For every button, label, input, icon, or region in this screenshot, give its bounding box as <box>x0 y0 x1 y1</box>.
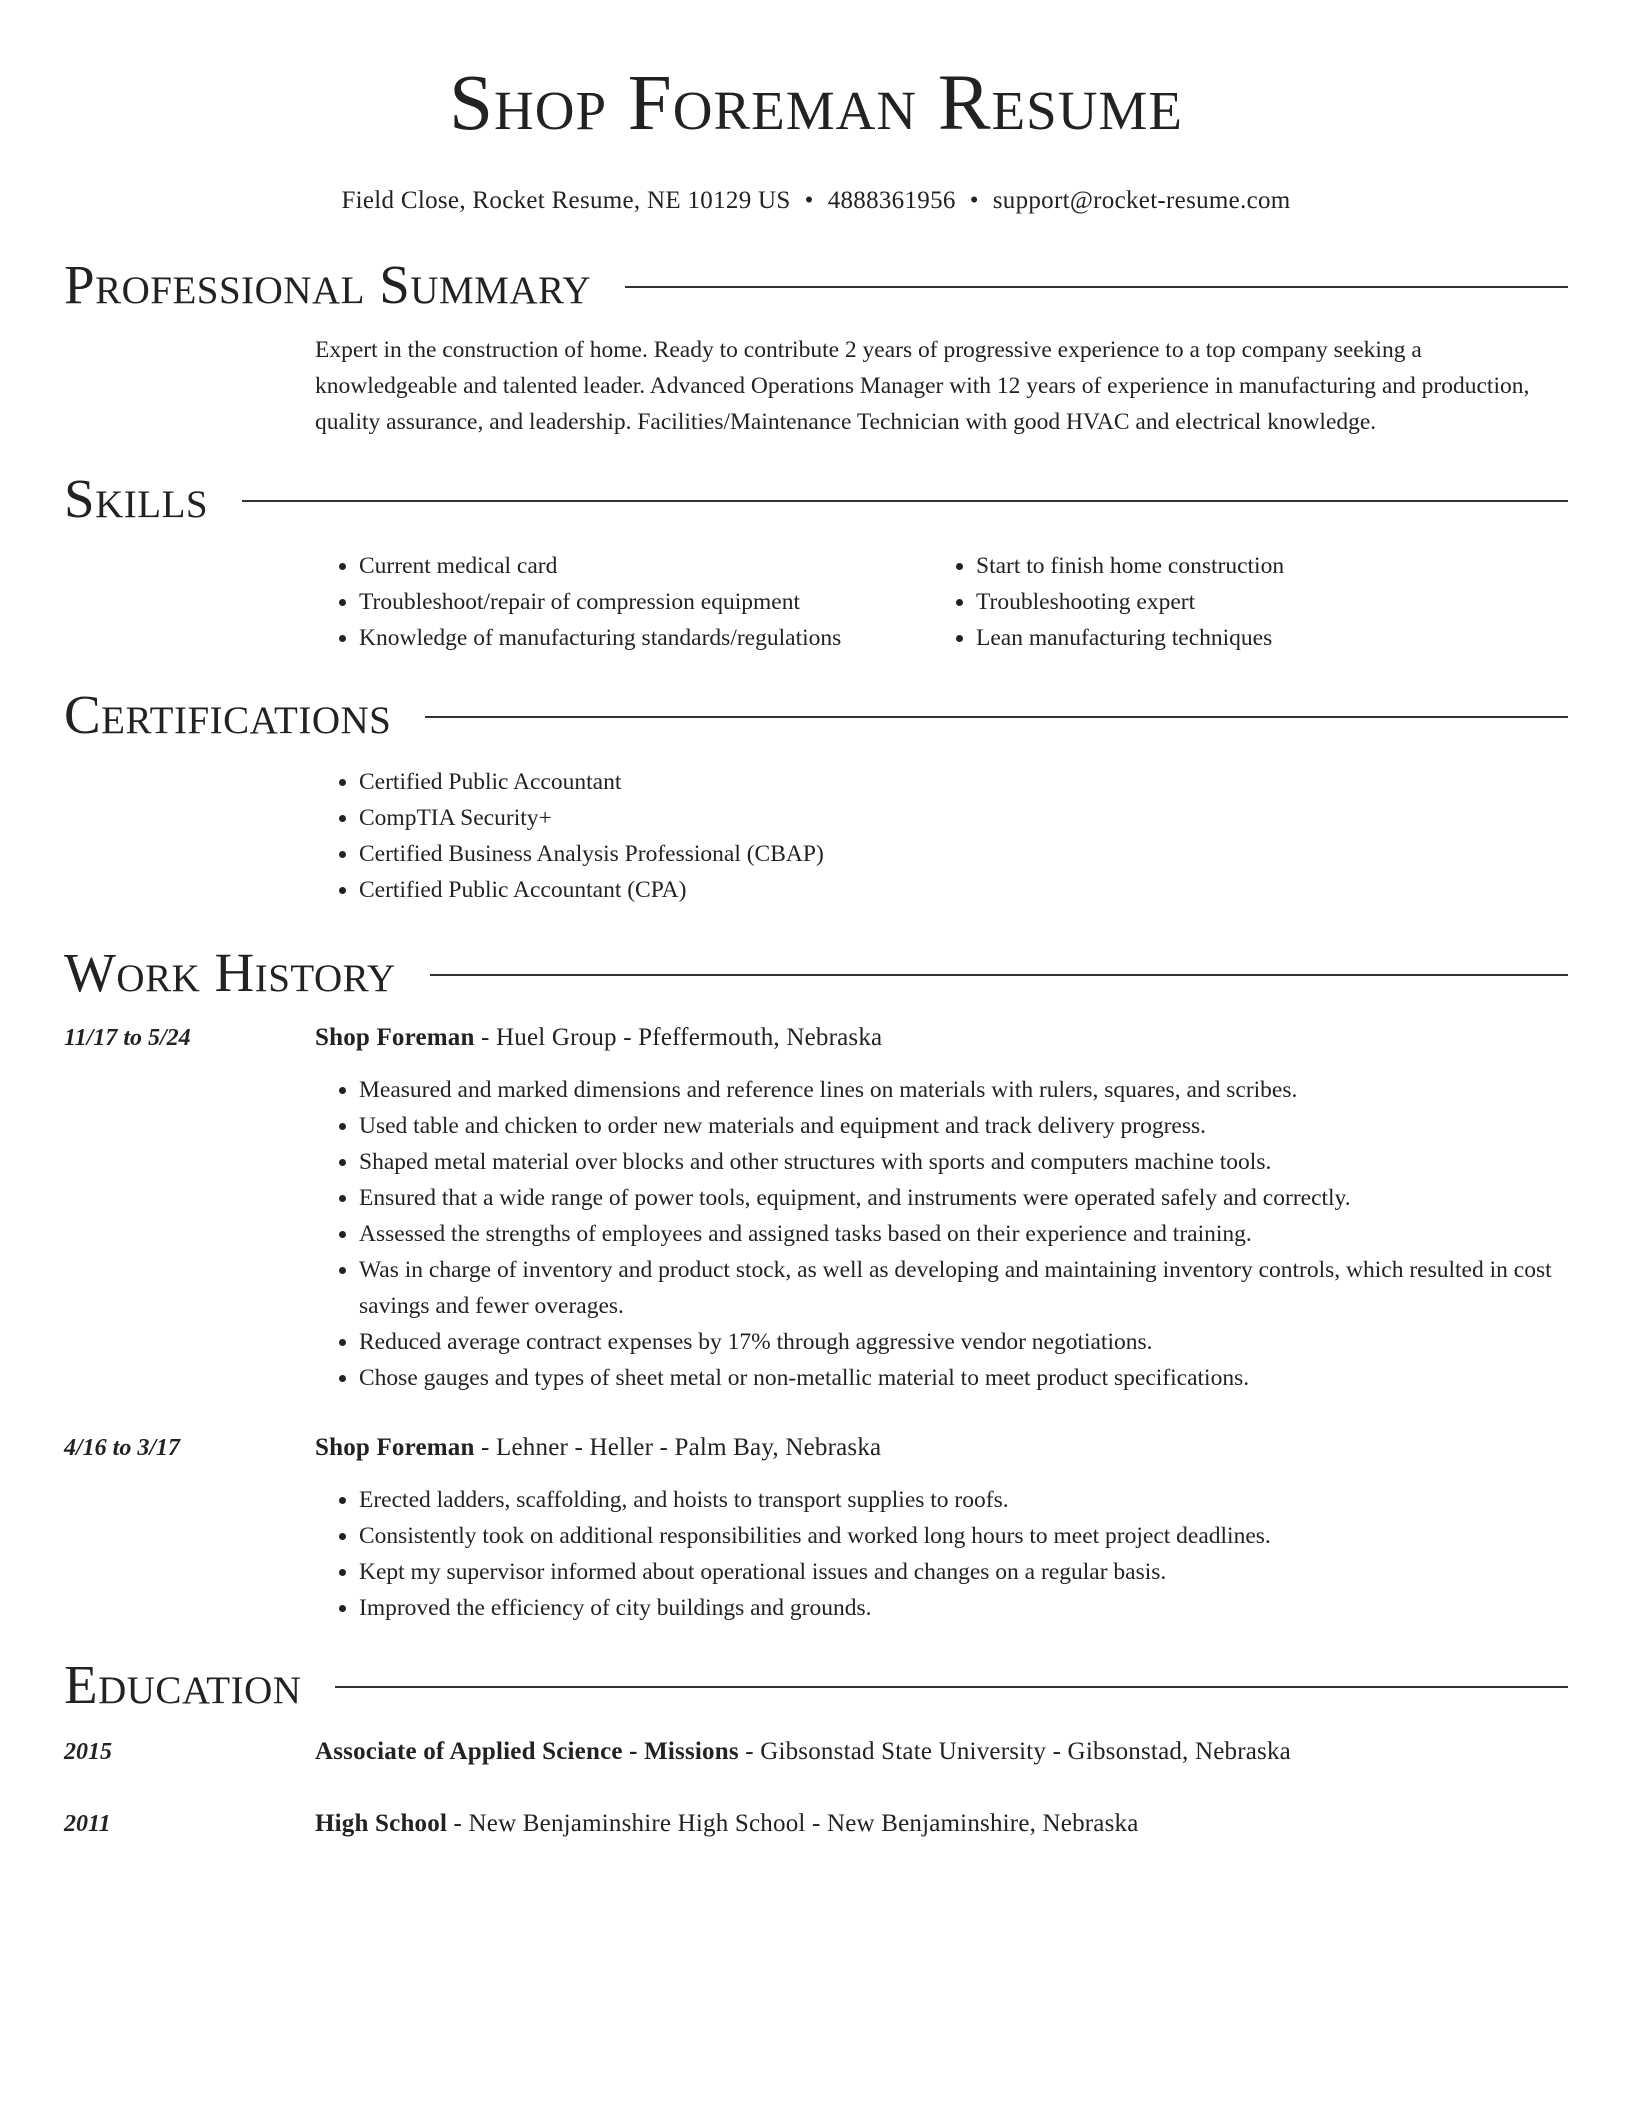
section-divider <box>425 716 1568 718</box>
education-year: 2011 <box>64 1811 111 1837</box>
work-bullets <box>315 1482 1568 1626</box>
resume-title: Shop Foreman Resume <box>449 60 1183 147</box>
certification-item: • Certified Public Accountant (CPA) <box>359 872 1568 908</box>
education-entry <box>64 1806 1568 1842</box>
certifications-heading: Certifications <box>64 684 392 745</box>
certification-item: • CompTIA Security+ <box>359 800 1568 836</box>
section-divider <box>625 286 1568 288</box>
work-bullet: • Used table and chicken to order new materials and equipment and track delivery progress. <box>359 1108 1568 1144</box>
job-title: Shop Foreman <box>315 1434 475 1461</box>
work-bullet: • Shaped metal material over blocks and other structures with sports and computers machine tools. <box>359 1144 1568 1180</box>
certification-item: • Certified Business Analysis Professional (CBAP) <box>359 836 1568 872</box>
education-year: 2015 <box>64 1739 112 1765</box>
skills-heading: Skills <box>64 468 209 529</box>
summary-heading: Professional Summary <box>64 254 592 315</box>
contact-separator: • <box>804 187 814 214</box>
work-bullet: • Kept my supervisor informed about operational issues and changes on a regular basis. <box>359 1554 1568 1590</box>
job-title: Shop Foreman <box>315 1024 475 1051</box>
work-bullet: • Improved the efficiency of city buildings and grounds. <box>359 1590 1568 1626</box>
work-bullet: • Erected ladders, scaffolding, and hoists to transport supplies to roofs. <box>359 1482 1568 1518</box>
skill-item: • Knowledge of manufacturing standards/regulations <box>359 620 932 656</box>
education-entry <box>64 1734 1568 1770</box>
education-details: - New Benjaminshire High School - New Benjaminshire, Nebraska <box>447 1810 1139 1837</box>
work-bullet: • Reduced average contract expenses by 17% through aggressive vendor negotiations. <box>359 1324 1568 1360</box>
job-details: - Huel Group - Pfeffermouth, Nebraska <box>474 1024 883 1051</box>
contact-line <box>64 186 1568 216</box>
contact-email: support@rocket-resume.com <box>992 187 1291 214</box>
skill-item: • Current medical card <box>359 548 932 584</box>
work-entry <box>64 1020 1568 1396</box>
work-heading: Work History <box>64 942 396 1003</box>
education-section-header <box>64 1652 1568 1718</box>
work-title-line <box>315 1020 882 1056</box>
degree-name: Associate of Applied Science - Missions <box>315 1738 739 1765</box>
work-bullet: • Measured and marked dimensions and reference lines on materials with rulers, squares, and scribes. <box>359 1072 1568 1108</box>
work-bullet: • Chose gauges and types of sheet metal or non-metallic material to meet product specifications. <box>359 1360 1568 1396</box>
section-divider <box>335 1686 1568 1688</box>
skills-list <box>315 548 1568 656</box>
contact-phone: 4888361956 <box>827 187 956 214</box>
work-bullet: • Assessed the strengths of employees and assigned tasks based on their experience and training. <box>359 1216 1568 1252</box>
skill-item: • Start to finish home construction <box>976 548 1549 584</box>
certification-item: • Certified Public Accountant <box>359 764 1568 800</box>
section-divider <box>430 974 1568 976</box>
education-title-line <box>315 1806 1139 1842</box>
work-bullet: • Consistently took on additional responsibilities and worked long hours to meet project deadlines. <box>359 1518 1568 1554</box>
skill-item: • Troubleshooting expert <box>976 584 1549 620</box>
section-divider <box>242 500 1568 502</box>
certifications-list <box>315 764 1568 908</box>
contact-separator: • <box>969 187 979 214</box>
work-bullet: • Ensured that a wide range of power tools, equipment, and instruments were operated safely and correctly. <box>359 1180 1568 1216</box>
work-entry <box>64 1430 1568 1626</box>
work-bullets <box>315 1072 1568 1396</box>
work-title-line <box>315 1430 881 1466</box>
education-details: - Gibsonstad State University - Gibsonstad, Nebraska <box>738 1738 1291 1765</box>
certifications-section-header <box>64 682 1568 748</box>
skills-column-right <box>932 548 1549 656</box>
summary-body <box>315 332 1568 440</box>
work-dates: 4/16 to 3/17 <box>64 1435 181 1461</box>
work-dates: 11/17 to 5/24 <box>64 1025 191 1051</box>
skill-item: • Lean manufacturing techniques <box>976 620 1549 656</box>
work-bullet: • Was in charge of inventory and product stock, as well as developing and maintaining inventory controls, which resulted in cost savings and fewer overages. <box>359 1252 1568 1324</box>
summary-section-header <box>64 252 1568 318</box>
work-entry-header <box>64 1430 1568 1466</box>
skill-item: • Troubleshoot/repair of compression equipment <box>359 584 932 620</box>
summary-text: Expert in the construction of home. Ready to contribute 2 years of progressive experience to a top company seeking a knowledgeable and talented leader. Advanced Operations Manager with 12 years of experience in manufacturing and production, quality assurance, and leadership. Facilities/Maintenance Technician with good HVAC and electrical knowledge. <box>315 337 1530 435</box>
work-entry-header <box>64 1020 1568 1056</box>
work-section-header <box>64 940 1568 1006</box>
contact-address: Field Close, Rocket Resume, NE 10129 US <box>341 187 791 214</box>
job-details: - Lehner - Heller - Palm Bay, Nebraska <box>474 1434 882 1461</box>
skills-section-header <box>64 466 1568 532</box>
education-title-line <box>315 1734 1291 1770</box>
education-heading: Education <box>64 1654 302 1715</box>
skills-column-left <box>315 548 932 656</box>
degree-name: High School <box>315 1810 448 1837</box>
